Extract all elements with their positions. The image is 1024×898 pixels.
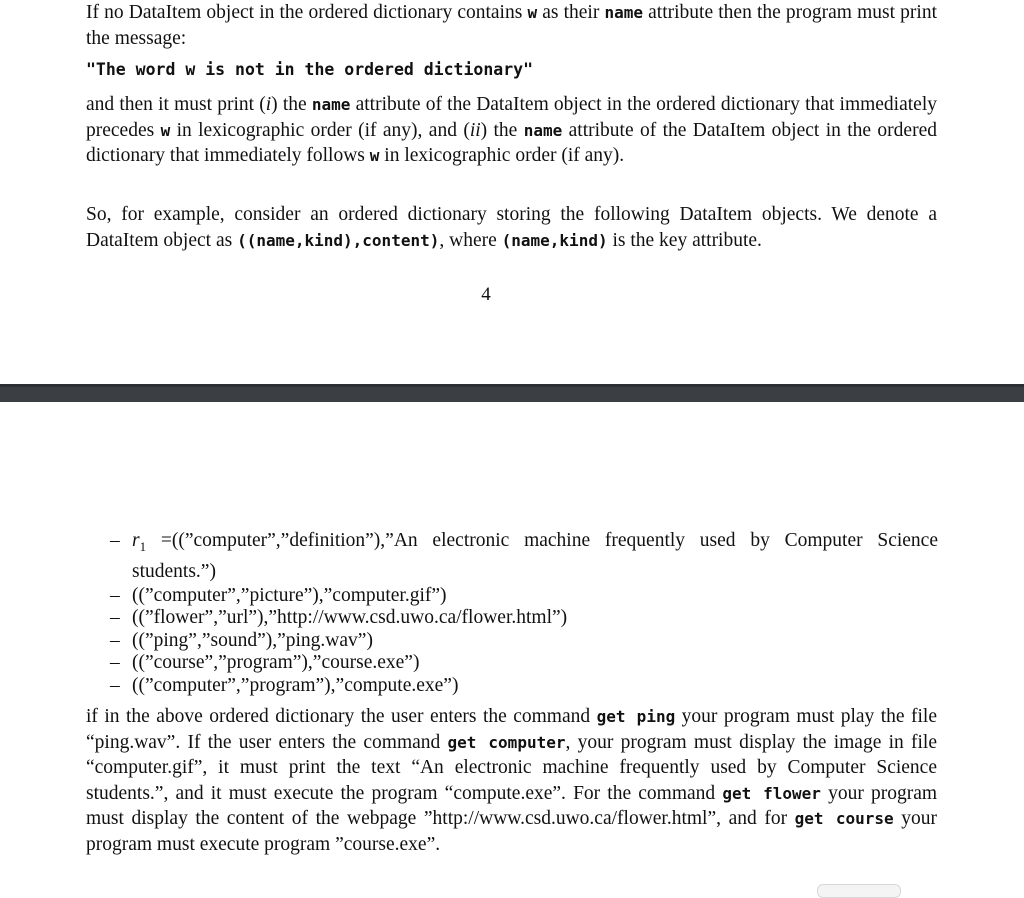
quoted-message: "The word w is not in the ordered dictionary" [86,60,534,79]
list-item: – ((”flower”,”url”),”http://www.csd.uwo.ca/flower.html”) [110,607,568,629]
document-page-4 [0,0,1024,384]
document-page-5 [0,402,1024,892]
paragraph-missing-word: If no DataItem object in the ordered dictionary contains w as their name attribute then the program must print the message: [86,2,937,49]
page-separator [0,384,1024,402]
paragraph-commands: if in the above ordered dictionary the user enters the command get ping your program must play the file “ping.wav”. If the user enters the command get computer, your program must display the image in file “computer.gif”, it must print the text “An electronic machine frequently used by Computer Science students.”, and it must execute the program “compute.exe”. For the command get flower your program must display the content of the webpage ”http://www.csd.uwo.ca/flower.html”, and for get course your program must execute program ”course.exe”. [86,706,938,855]
list-item: – ((”ping”,”sound”),”ping.wav”) [110,629,373,651]
paragraph-example-intro: So, for example, consider an ordered dictionary storing the following DataItem objects. We denote a DataItem object as ((name,kind),content), where (name,kind) is the key attribute. [86,204,937,251]
paragraph-neighbors: and then it must print (i) the name attribute of the DataItem object in the ordered dictionary that immediately precedes w in lexicographic order (if any), and (ii) the name attribute of the DataItem object in the ordered dictionary that immediately follows w in lexicographic order (if any). [86,94,937,166]
list-item: – ((”computer”,”program”),”compute.exe”) [110,674,459,696]
scroll-tab[interactable] [817,884,901,898]
page-number: 4 [481,284,491,305]
list-item: – ((”course”,”program”),”course.exe”) [110,652,420,674]
list-item: – $r_1$ =((”computer”,”definition”),”An electronic machine frequently used by Computer Science students.”) [110,530,938,583]
list-item: – ((”computer”,”picture”),”computer.gif”) [110,584,447,606]
dataitem-list [110,528,938,697]
